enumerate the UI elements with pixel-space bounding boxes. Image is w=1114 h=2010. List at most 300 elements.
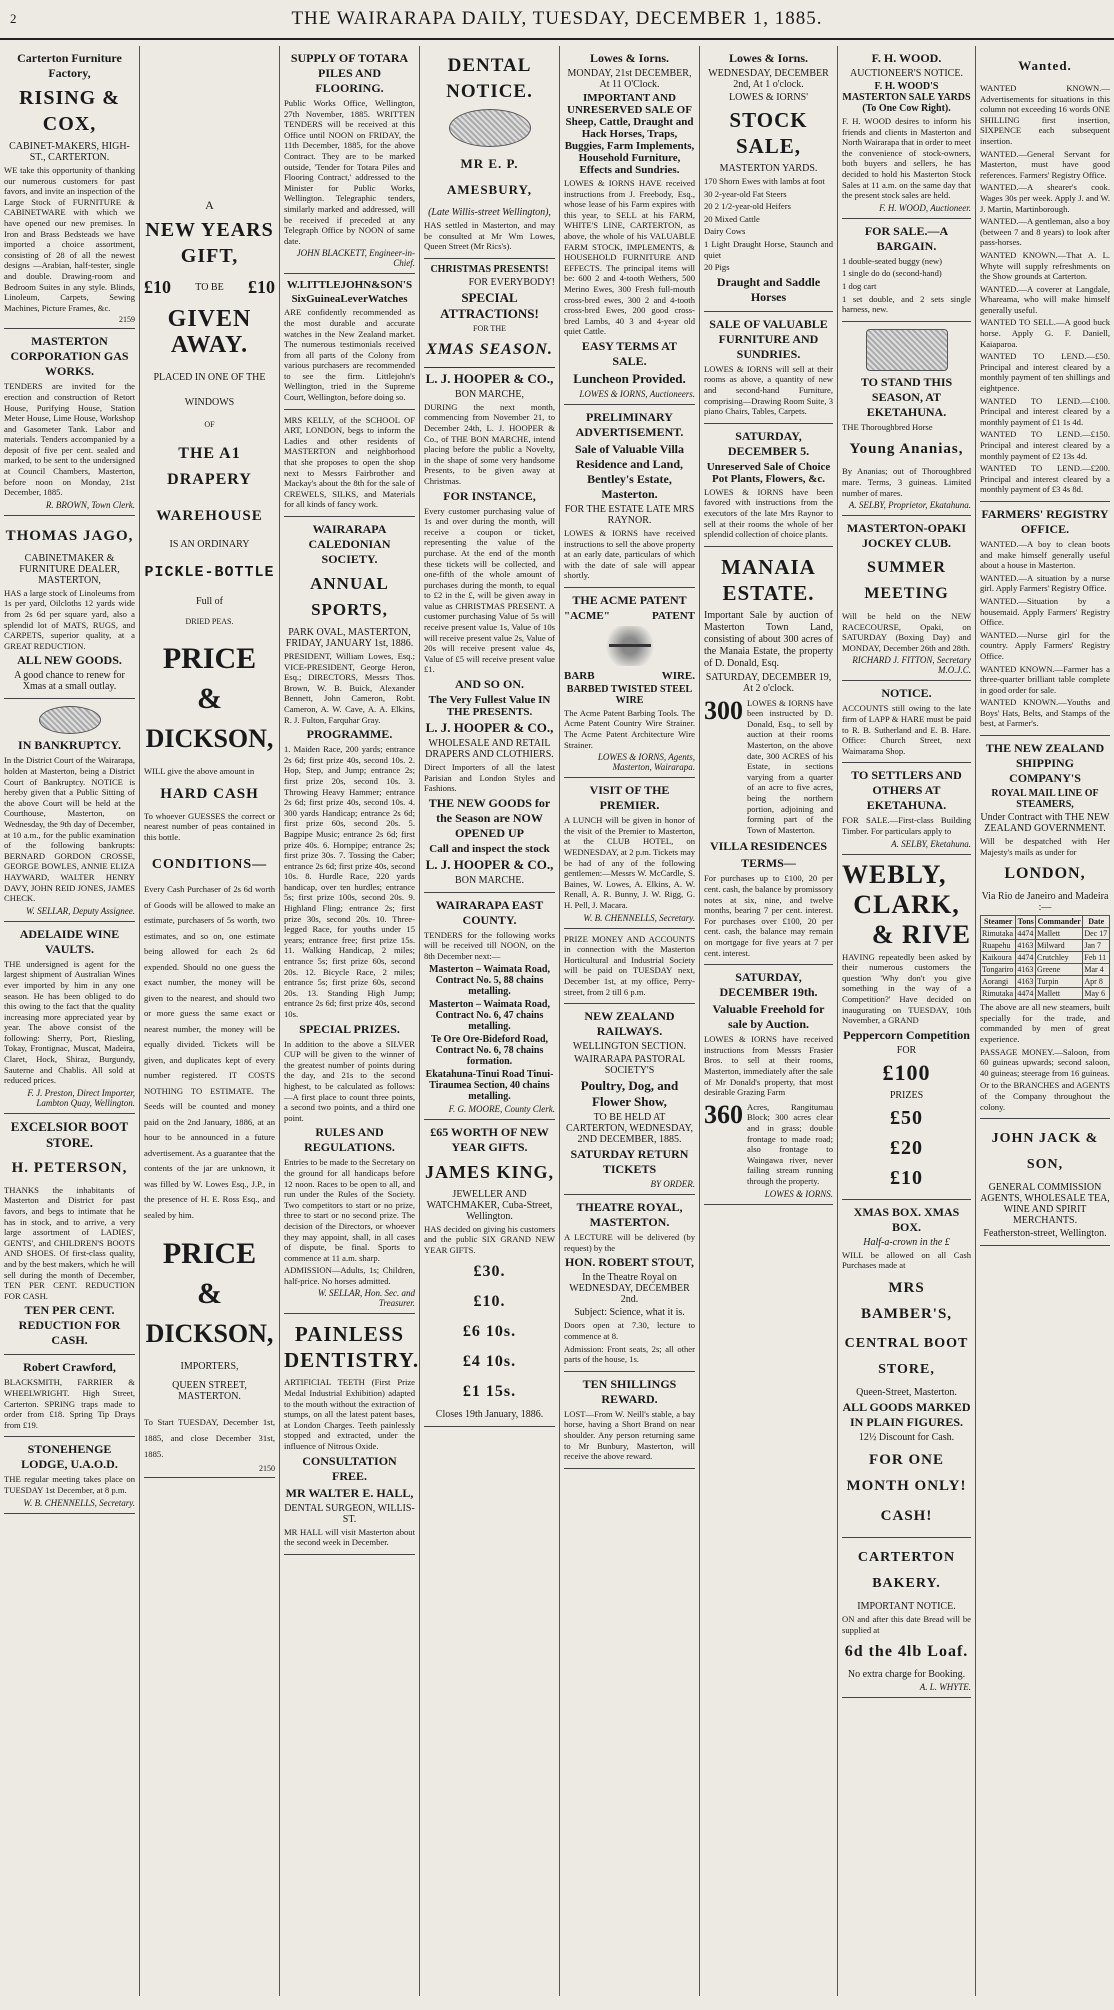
ad-mrs-kelly xyxy=(284,410,415,517)
ad-title: Valuable Freehold for sale by Auction. xyxy=(712,1002,825,1032)
bread-note: No extra charge for Booking. xyxy=(847,1669,966,1681)
ad-heading: THE ACME PATENT xyxy=(572,592,687,607)
ad-line: Full of xyxy=(196,596,223,607)
return-tickets: SATURDAY RETURN TICKETS xyxy=(570,1147,689,1177)
store-name: THE A1 DRAPERY xyxy=(167,445,252,488)
price-name: PRICE xyxy=(162,642,257,675)
wire-patent: PATENT xyxy=(652,609,695,622)
registry-ad: WANTED.—Situation by a housemaid. Apply Farmers' Registry Office. xyxy=(980,595,1110,628)
ad-line: FOR EVERYBODY! xyxy=(468,276,555,288)
ad-manaia xyxy=(704,547,833,965)
dentist-name: MR WALTER E. HALL, xyxy=(285,1485,414,1500)
barbed-wire-illustration xyxy=(595,626,665,666)
pickle-bottle: PICKLE-BOTTLE xyxy=(144,564,275,581)
wanted-ad: WANTED TO LEND.—£50. Principal and interest cleared by a monthly payment of ten shillings and eightpence. xyxy=(980,351,1110,394)
wanted-heading: Wanted. xyxy=(1018,58,1072,73)
ad-acme-wire xyxy=(564,588,695,778)
ad-subtitle: CABINETMAKER & FURNITURE DEALER, MASTERTON, xyxy=(19,552,120,586)
wanted-ad: WANTED TO SELL.—A good buck horse. Apply G. F. Daniell, Kaiaparoa. xyxy=(980,317,1110,349)
special-body: In addition to the above a SILVER CUP will be given to the winner of the greatest number of points during the day, and 21s to the second highest, to be calculated as follows:—A first place to count three points, a second two points, and a third one point. xyxy=(284,1038,415,1123)
one-month: FOR ONE MONTH ONLY! xyxy=(846,1451,967,1494)
terms-head: TERMS— xyxy=(741,856,796,871)
ad-railways xyxy=(564,1004,695,1195)
ad-title: Unreserved Sale of Choice Pot Plants, Flowers, &c. xyxy=(706,460,831,485)
ad-excelsior-boot xyxy=(4,1114,135,1356)
ad-signature: F. G. MOORE, County Clerk. xyxy=(448,1103,555,1114)
ship-table-row xyxy=(981,988,1110,1000)
admission: ADMISSION—Adults, 1s; Children, half-price. No horses admitted. xyxy=(284,1265,415,1286)
ad-highlight: GIVEN AWAY. xyxy=(167,306,252,358)
london: LONDON, xyxy=(1004,865,1086,883)
ad-title: PAINLESS DENTISTRY. xyxy=(284,1322,420,1373)
ad-pot-plants xyxy=(704,424,833,547)
ad-rising-cox xyxy=(4,46,135,329)
pep-prizes: PRIZES xyxy=(889,1089,924,1101)
ship-table-cell: Feb 11 xyxy=(1083,952,1110,964)
registry-list xyxy=(980,539,1110,729)
pastoral: WAIRARAPA PASTORAL SOCIETY'S xyxy=(573,1054,686,1077)
wire-barb: BARB xyxy=(564,669,595,682)
ad-body: LOWES & IORNS have been favored with instructions from the executors of the late Mrs Raynor to sell at their rooms the whole of her splendid collection of choice plants. xyxy=(704,486,833,540)
wanted-ad: WANTED TO LEND.—£100. Principal and interest cleared by a monthly payment of £1 1s 4d. xyxy=(980,395,1110,427)
ad-stock-sale xyxy=(704,46,833,312)
fullest-value: The Very Fullest Value IN THE PRESENTS. xyxy=(428,694,551,719)
discount: 12½ Discount for Cash. xyxy=(858,1431,955,1443)
special-heading: SPECIAL PRIZES. xyxy=(299,1021,400,1036)
masthead xyxy=(0,0,1114,40)
ad-caledonian xyxy=(284,517,415,1314)
ad-preliminary xyxy=(564,405,695,588)
ad-subheading: AUCTIONEER'S NOTICE. xyxy=(850,68,963,79)
wire-wire: WIRE. xyxy=(661,669,695,682)
wanted-ad: WANTED.—General Servant for Masterton, must have good references. Farmers' Registry Office. xyxy=(980,148,1110,180)
luncheon: Luncheon Provided. xyxy=(573,370,686,386)
show-body: TO BE HELD AT CARTERTON, WEDNESDAY, 2ND DECEMBER, 1885. xyxy=(565,1112,694,1146)
ad-lodge xyxy=(4,1437,135,1513)
conditions-body: Every Cash Purchaser of 2s 6d worth of Goods will be allowed to make an estimate, purchasers of 5s worth, two estimates, and so on, one estimate being allowed for each 2s 6d expended. Should no one guess the exact number, the money will be given to the nearest, and should two or more guess the same exact or nearest number, the money will be equally divided. Tickets will be given, and duplicates kept of every number registered. IT COSTS NOTHING TO ESTIMATE. The Seeds will be counted and money paid on the 2nd January, 1886, at an hour to be announced in a future advertisement. As a guarantee that the contents of the jar are unknown, it was filled by W. Lowes Esq., J.P., in the presence of H. E. Ross Esq., and sealed by him. xyxy=(144,884,275,1220)
amp-2: & xyxy=(197,1277,222,1311)
ad-signature: LOWES & IORNS, Agents, Masterton, Wairarapa. xyxy=(597,752,695,773)
webly-b: CLARK, xyxy=(853,889,960,919)
ad-subtitle: CABINET-MAKERS, HIGH-ST., CARTERTON. xyxy=(9,141,130,163)
queen-street: Queen-Street, Masterton. xyxy=(856,1386,957,1398)
consultation: CONSULTATION FREE. xyxy=(302,1453,397,1483)
ship-table-cell: Mar 4 xyxy=(1083,964,1110,976)
ad-title: JOHN JACK & SON, xyxy=(991,1131,1099,1173)
ad-subtitle: WELLINGTON SECTION. xyxy=(572,1041,687,1053)
column-4 xyxy=(420,46,560,1996)
ship-table-cell: Ruapehu xyxy=(981,940,1016,952)
ad-highlight: ALL NEW GOODS. xyxy=(17,653,122,668)
contract-item: Masterton – Waimata Road, Contract No. 5, 88 chains metalling. xyxy=(429,963,550,997)
ad-dental-notice xyxy=(424,46,555,259)
ad-heading: FOR SALE.—A BARGAIN. xyxy=(864,223,949,253)
ad-heading: TEN SHILLINGS REWARD. xyxy=(582,1376,677,1406)
registry-ad: WANTED.—Nurse girl for the country. Apply Farmers' Registry Office. xyxy=(980,629,1110,661)
ad-heading: Robert Crawford, xyxy=(23,1360,116,1375)
horse-name: Young Ananias, xyxy=(849,441,964,458)
by-order: BY ORDER. xyxy=(650,1179,695,1190)
ad-heading: W.LITTLEJOHN&SON'S xyxy=(286,279,413,292)
ad-crawford xyxy=(4,1355,135,1437)
ad-body: LOWES & IORNS HAVE received instructions from J. Freebody, Esq., whose lease of his Farm expires with this year, to SELL at his FARM, WHITE'S LINE, CARTERTON, as above, the whole of his VALUABLE FARM STOCK, IMPLEMENTS, & HOUSEHOLD FURNITURE AND EFFECTS. The principal items will be: 600 2 and 4-tooth Wethers, 500 Merino Ewes, 300 Fresh full-mouth cross-bred ewes, 300 2 and 4-tooth cross-bred Ewes, 200 good cross-bred Lambs, 40 3 and 4-year old quiet Cattle. xyxy=(564,178,695,337)
ad-subtitle: GENERAL COMMISSION AGENTS, WHOLESALE TEA, WINE AND SPIRIT MERCHANTS. xyxy=(980,1182,1110,1227)
ad-totara-piles xyxy=(284,46,415,274)
ad-line: FOR THE xyxy=(473,323,506,333)
horse-illustration xyxy=(866,329,948,371)
ad-body: Will be held on the NEW RACECOURSE, Opaki, on SATURDAY (Boxing Day) and MONDAY, December 26th and 28th. xyxy=(842,611,971,653)
hooper-name-3: L. J. HOOPER & CO., xyxy=(425,856,554,872)
ship-table-cell: Rimutaka xyxy=(981,928,1016,940)
stock-item: 20 Pigs xyxy=(704,262,730,273)
prize-2: £10. xyxy=(473,1293,506,1311)
ad-bakery xyxy=(842,1538,971,1698)
ship-table-row xyxy=(981,964,1110,976)
ad-heading: NOTICE. xyxy=(881,686,932,701)
ad-signature: W. B. CHENNELLS, Secretary. xyxy=(583,912,695,923)
registry-ad: WANTED.—A situation by a nurse girl. Apply Farmers' Registry Office. xyxy=(980,572,1110,594)
ad-body: HAS decided on giving his customers and the public SIX GRAND NEW YEAR GIFTS. xyxy=(424,1223,555,1255)
contract-item: Masterton – Waimata Road, Contract No. 6, 47 chains metalling. xyxy=(429,998,550,1032)
column-6 xyxy=(700,46,838,1996)
ship-mails: Will be despatched with Her Majesty's mails as under for xyxy=(980,836,1110,857)
ad-farmers-registry xyxy=(980,502,1110,736)
dentist-note: MR HALL will visit Masterton about the second week in December. xyxy=(284,1526,415,1548)
crest-illustration xyxy=(449,109,531,147)
terms-body: For purchases up to £100, 20 per cent. cash, the balance by promissory notes at six, nine, and twelve months, bearing 7 per cent. interest. For purchases over £100, 20 per cent. cash, the balance may remain on mortgage for five years at 7 per cent. interest. xyxy=(704,873,833,958)
ad-heading: STONEHENGE LODGE, U.A.O.D. xyxy=(21,1442,118,1472)
ad-line: WILL give the above amount in xyxy=(144,766,255,776)
ad-date: MONDAY, 21st DECEMBER, At 11 O'Clock. xyxy=(567,68,692,90)
peppercorn: Peppercorn Competition xyxy=(843,1027,970,1042)
bargain-item: 1 set double, and 2 sets single harness, new. xyxy=(842,293,971,315)
ad-gas-works xyxy=(4,329,135,516)
webly-a: WEBLY, xyxy=(842,859,947,889)
ad-heading: WAIRARAPA CALEDONIAN SOCIETY. xyxy=(308,522,391,566)
stout: HON. ROBERT STOUT, xyxy=(565,1255,694,1270)
stock-item: 30 2-year-old Fat Steers xyxy=(704,188,787,199)
ad-heading: TO STAND THIS SEASON, AT EKETAHUNA. xyxy=(860,374,953,419)
ad-title: STOCK SALE, xyxy=(729,108,808,158)
prize-3: £10 xyxy=(890,1166,923,1189)
rules-body: Entries to be made to the Secretary on the ground for all handicaps before 12 noon. Races to be open to all, and run under the Rules of the Society. Two competitors to start or no prize, three to start or no second prize. The decision of the Directors, or whoever they may appoint, shall, in all cases of dispute, be final. Sports to commence at 11 a.m. sharp. xyxy=(284,1157,416,1263)
ad-bargain xyxy=(842,219,971,322)
newspaper-title: THE WAIRARAPA DAILY, TUESDAY, DECEMBER 1, 1885. xyxy=(291,8,823,29)
column-1 xyxy=(0,46,140,1996)
via: Via Rio de Janeiro and Madeira :— xyxy=(981,891,1109,914)
ship-table-cell: Jan 7 xyxy=(1083,940,1110,952)
ad-body: HAVING repeatedly been asked by their numerous customers the question 'Why don't you give something in the way of a Competition?' Have decided on inaugurating on TUESDAY, 10th November, a GRAND xyxy=(842,951,971,1026)
ad-body: HAS settled in Masterton, and may be consulted at Mr Wm Lowes, Queen Street (Mr Rics's). xyxy=(424,220,555,252)
start-note: To Start TUESDAY, December 1st, 1885, and close December 31st, 1885. xyxy=(144,1417,275,1460)
ad-heading: Carterton Furniture Factory, xyxy=(17,51,122,80)
ad-body: TENDERS are invited for the erection and construction of Retort House, Purifying House, Station Meter House, Lime House, Workshop and Gasometer Tank. Labor and materials. Tenders accompanied by a deposit of five per cent. sealed and marked, to be sent to the undersigned at Council Chambers, Masterton, before noon on Monday, 21st December, 1885. xyxy=(4,381,135,498)
ad-wood-auction xyxy=(842,46,971,219)
ad-wanted-section xyxy=(980,46,1110,502)
ad-title: SUMMER MEETING xyxy=(864,559,949,603)
instance-heading: FOR INSTANCE, xyxy=(443,488,536,503)
ad-body: LOWES & IORNS will sell at their rooms as above, a quantity of new and second-hand Furniture, comprising—Drawing Room Suite, 3 piano Chairs, Tables, Carpets. xyxy=(704,363,833,417)
ship-table-cell: Kaikoura xyxy=(981,952,1016,964)
ad-signature: LOWES & IORNS, Auctioneers. xyxy=(579,388,695,399)
ad-body: THANKS the inhabitants of Masterton and District for past favors, and begs to intimate that he has in stock, and to arrive, a very large assortment of LADIES', GENTS', and CHILDREN'S BOOTS AND SHOES. Of first-class quality, and by the best makers, which he will sell during the month of December, TEN PER CENT. REDUCTION FOR CASH. xyxy=(4,1184,135,1301)
ad-line: LOWES & IORNS' xyxy=(728,92,809,103)
freehold-row xyxy=(704,1100,833,1189)
price-name-2: PRICE xyxy=(162,1237,257,1271)
ad-wairarapa-east xyxy=(424,893,555,1120)
stock-item: 20 2 1/2-year-old Heifers xyxy=(704,201,791,212)
hooper-name-2: L. J. HOOPER & CO., xyxy=(425,720,554,736)
ad-subtitle: PARK OVAL, MASTERTON, FRIDAY, JANUARY 1st, 1886. xyxy=(285,627,414,649)
ship-table-cell: Greene xyxy=(1036,964,1083,976)
wanted-list xyxy=(980,83,1110,495)
ship-table-cell: Turpin xyxy=(1036,976,1083,988)
ad-freehold xyxy=(704,965,833,1205)
ad-notice xyxy=(842,681,971,763)
amount-left: £10 xyxy=(144,277,171,297)
ad-heading: EXCELSIOR BOOT STORE. xyxy=(10,1118,129,1150)
ad-heading: SATURDAY, DECEMBER 5. xyxy=(727,428,810,458)
ad-body: ARTIFICIAL TEETH (First Prize Medal Industrial Exhibition) adapted to the mouth without the extraction of stumps, on all the latest patent bases, at London Charges. Teeth painlessly stopped and extracted, under the influence of Nitrous Oxide. xyxy=(284,1377,415,1452)
stock-item: Dairy Cows xyxy=(704,226,746,237)
amount-to-be: TO BE xyxy=(195,282,224,293)
ad-xmas-box xyxy=(842,1200,971,1538)
ship-contract: Under Contract with THE NEW ZEALAND GOVERNMENT. xyxy=(980,812,1110,835)
ad-settlers xyxy=(842,763,971,854)
hooper-bon: BON MARCHE, xyxy=(455,388,524,400)
ad-body: WILL be allowed on all Cash Purchases made at xyxy=(842,1249,971,1271)
crest-illustration xyxy=(39,706,101,734)
ad-heading: VISIT OF THE PREMIER. xyxy=(589,783,670,813)
ad-body: ON and after this date Bread will be supplied at xyxy=(842,1613,971,1635)
ad-james-king xyxy=(424,1120,555,1428)
ad-body: In the District Court of the Wairarapa, holden at Masterton, being a District Court of Bankruptcy. NOTICE is hereby given that a Public Sitting of the above Court will be held at the Courthouse, Masterton, on Wednesday, the 9th day of December, at 10 a.m., for the public examination of the following bankrupts: BERNARD GORDON CROSSE, GEORGE BOWLES, ANNIE ELIZA HAYWARD, WALTER HENRY DAVY, JOHN REID JONES, JAMES CHECK. xyxy=(4,755,135,904)
ad-heading: NEW ZEALAND RAILWAYS. xyxy=(584,1009,675,1039)
ship-table-header-cell: Tons xyxy=(1017,917,1034,927)
wanted-ad: WANTED TO LEND.—£200. Principal and interest cleared by a monthly payment of £3 4s 8d. xyxy=(980,463,1110,495)
ship-table xyxy=(980,915,1110,1000)
stock-list xyxy=(704,176,833,273)
ad-body: ARE confidently recommended as the most durable and accurate watches in the New Zealand market. The numerous testimonials received from all parts of the Colony from various purchasers are recommended to see the firm. Littlejohn's Wellington, tried in the Supreme Court, Wellington, before doing so. xyxy=(284,307,415,403)
manaia-300: 300 xyxy=(704,695,743,725)
ad-heading: MASTERTON-OPAKI JOCKEY CLUB. xyxy=(846,521,967,551)
wire-desc: BARBED TWISTED STEEL WIRE xyxy=(566,683,693,706)
prize-1: £50 xyxy=(890,1106,923,1129)
ad-title: Sale of Valuable Villa Residence and Land, Bentley's Estate, Masterton. xyxy=(574,441,685,501)
stock-item: 1 Light Draught Horse, Staunch and quiet xyxy=(704,238,833,260)
hooper-bon-3: BON MARCHE. xyxy=(455,874,524,886)
manaia-row xyxy=(704,696,833,838)
ad-signature: R. BROWN, Town Clerk. xyxy=(45,499,135,510)
prize-4: £4 10s. xyxy=(462,1353,517,1371)
jeweller-sub: JEWELLER AND WATCHMAKER, Cuba-Street, Wellington. xyxy=(426,1188,553,1222)
dickson-name-2: DICKSON, xyxy=(145,1319,274,1349)
pep-amount: £100 xyxy=(882,1059,931,1085)
contract-item: Ekatahuna-Tinui Road Tinui-Tiraumea Section, 40 chains metalling. xyxy=(425,1068,554,1102)
ad-subtitle: Half-a-crown in the £ xyxy=(863,1236,950,1248)
bargain-item: 1 single do do (second-hand) xyxy=(842,268,942,279)
agents: Or to the BRANCHES and AGENTS of the Company throughout the colony. xyxy=(980,1080,1110,1112)
poultry: Poultry, Dog, and Flower Show, xyxy=(580,1078,679,1110)
ad-title: XMAS SEASON. xyxy=(426,340,553,358)
ship-table-cell: Dec 17 xyxy=(1083,928,1110,940)
wanted-ad: WANTED.—A shearer's cook. Wages 30s per week. Apply J. and W. J. Martin, Martinborough. xyxy=(980,182,1110,214)
ad-heading: IN BANKRUPTCY. xyxy=(18,738,121,753)
inspect-stock: Call and inspect the stock xyxy=(429,842,550,855)
prize-3: £6 10s. xyxy=(462,1323,517,1341)
ad-signature: F. H. WOOD, Auctioneer. xyxy=(879,202,971,213)
amp: & xyxy=(197,682,222,715)
ad-reward xyxy=(564,1372,695,1469)
freehold-360: 360 xyxy=(704,1099,743,1129)
registry-ad: WANTED KNOWN.—Youths and Boys' Hats, Belts, and Stamps of the best, at Farmer's. xyxy=(980,697,1110,729)
ad-heading: ADELAIDE WINE VAULTS. xyxy=(19,926,120,956)
ad-heading: THE NEW ZEALAND SHIPPING COMPANY'S xyxy=(985,741,1105,786)
ship-table-cell: Mallett xyxy=(1036,928,1083,940)
ship-table-cell: Milward xyxy=(1036,940,1083,952)
hard-cash: HARD CASH xyxy=(160,785,259,802)
amount-right: £10 xyxy=(248,277,275,297)
ad-title: RISING & COX, xyxy=(19,87,120,135)
closes: Closes 19th January, 1886. xyxy=(435,1409,544,1421)
lecture-when: In the Theatre Royal on WEDNESDAY, DECEMBER 2nd. xyxy=(569,1272,690,1306)
prize-5: £1 15s. xyxy=(462,1383,517,1401)
ship-table-cell: 4474 xyxy=(1016,988,1036,1000)
ad-heading: FARMERS' REGISTRY OFFICE. xyxy=(981,506,1109,536)
ad-body: LOWES & IORNS have received instructions to sell the above property at an early date, particulars of which with the date of sale will appear shortly. xyxy=(564,527,695,581)
ship-table-cell: Crutchley xyxy=(1036,952,1083,964)
ship-table-cell: Aorangi xyxy=(981,976,1016,988)
ship-table-cell: 4163 xyxy=(1016,976,1036,988)
ad-title: H. PETERSON, xyxy=(11,1159,128,1176)
ad-body: LOWES & IORNS have received instructions from Messrs Frasier Bros. to sell at their rooms, Masterton, immediately after the sale of Mr Donald's property, that most desirable Grazing Farm xyxy=(704,1034,833,1098)
ad-heading: Lowes & Iorns. xyxy=(589,51,669,65)
ship-table-cell: 4474 xyxy=(1016,952,1036,964)
ad-body: THE Thoroughbred Horse xyxy=(842,421,933,432)
ad-body: LOST—From W. Neill's stable, a bay horse, having a Short Brand on near shoulder. Any person returning same to Mr Bunbury, Masterton, will receive the above reward. xyxy=(564,1408,695,1462)
ad-title: IMPORTANT AND UNRESERVED SALE OF Sheep, Cattle, Draught and Hack Horses, Traps, Buggies, Farm Implements, Household Furniture, Effects and Sundries. xyxy=(564,92,695,176)
ad-furniture-sale xyxy=(704,312,833,424)
instance-body: Every customer purchasing value of 1s and over during the month, will receive a coupon or ticket, representing the value of the purchase. At the end of the month these tickets will be collected, and one-fifth of the whole amount of purchases during the month, to equal to £2 in the £, will be given away in value as CHRISTMAS PRESENT. A customer purchasing Value of 5s will receive present value 1s, Value of 10s will receive present value 2s, Value of 20s will receive present value 4s, Value of £5 will receive present value £1. xyxy=(424,505,555,675)
ad-title: F. H. WOOD'S MASTERTON SALE YARDS (To One Cow Right). xyxy=(842,81,971,114)
ship-table-cell: Tongariro xyxy=(981,964,1016,976)
ad-body: F. H. WOOD desires to inform his friends and clients in Masterton and North Wairarapa that in order to meet the convenience of stock-owners, both buyers and sellers, he has decided to hold his Masterton Stock Sales at 11 a.m. on the same day that the present stock sales are held. xyxy=(842,116,971,201)
ad-body: A LUNCH will be given in honor of the visit of the Premier to Masterton, at the CLUB HOTEL, on WEDNESDAY, at 2 p.m. Tickets may be had of any of the following gentlemen:—Messrs W. McCardle, S. Baines, W. Lowes, A. Elkins, A. W. Renall, A. R. Bunny, J. W. Rigg, G. H. Pell, J. Macara. xyxy=(564,815,695,910)
hooper-body-2: Direct Importers of all the latest Parisian and London Styles and Fashions. xyxy=(424,762,555,794)
hooper-sub-2: WHOLESALE AND RETAIL DRAPERS AND CLOTHIERS. xyxy=(425,738,554,761)
new-goods: THE NEW GOODS for the Season are NOW OPENED UP xyxy=(428,795,551,840)
ad-thomas-jago xyxy=(4,516,135,700)
ad-date: SATURDAY, DECEMBER 19, At 2 o'clock. xyxy=(705,671,832,694)
ad-webly-clark xyxy=(842,855,971,1200)
column-7 xyxy=(838,46,976,1996)
ad-heading: MASTERTON CORPORATION GAS WORKS. xyxy=(10,334,129,379)
ad-highlight: TEN PER CENT. REDUCTION FOR CASH. xyxy=(18,1303,121,1348)
ad-signature: W. B. CHENNELLS, Secretary. xyxy=(23,1497,135,1508)
ship-body: The above are all new steamers, built specially for the trade, and commanded by men of great experience. xyxy=(980,1002,1110,1045)
bargain-item: 1 dog cart xyxy=(842,280,877,291)
ad-heading: THEATRE ROYAL, MASTERTON. xyxy=(576,1200,683,1230)
ad-theatre xyxy=(564,1195,695,1372)
contract-item: Te Ore Ore-Bideford Road, Contract No. 6, 78 chains formation. xyxy=(430,1033,549,1067)
bread-price: 6d the 4lb Loaf. xyxy=(844,1643,969,1661)
ad-heading: PRELIMINARY ADVERTISEMENT. xyxy=(575,409,684,439)
ad-address: Featherston-street, Wellington. xyxy=(983,1228,1107,1240)
central-boot: CENTRAL BOOT STORE, xyxy=(844,1335,969,1377)
ship-table-header-cell: Steamer xyxy=(981,916,1016,928)
wanted-ad: WANTED.—A gentleman, also a boy (between 7 and 8 years) to look after pass-horses. xyxy=(980,216,1110,248)
ad-signature: LOWES & IORNS. xyxy=(764,1189,833,1200)
rules-heading: RULES AND REGULATIONS. xyxy=(304,1125,395,1155)
ad-painless-dentistry xyxy=(284,1314,420,1554)
ad-heading: XMAS BOX. XMAS BOX. xyxy=(853,1204,960,1234)
ship-table-cell: Rimutaka xyxy=(981,988,1016,1000)
ad-prize-money xyxy=(564,929,695,1005)
ad-littlejohn xyxy=(284,274,415,409)
column-8 xyxy=(976,46,1114,1996)
ad-heading: F. H. WOOD. xyxy=(871,51,942,65)
ship-table-row xyxy=(981,928,1110,940)
conditions-heading: CONDITIONS— xyxy=(151,857,268,873)
ad-body: MRS KELLY, of the SCHOOL OF ART, LONDON, begs to inform the Ladies and other residents of MASTERTON and neighborhood that she proposes to open the shop next to Messrs Fairbrother and Mackay's about the 8th for the sale of CREWELS, SILKS, and Materials for all kinds of fancy work. xyxy=(284,414,415,510)
ad-number: 2150 xyxy=(259,1464,275,1474)
ad-signature: A. SELBY, Proprietor, Ekatahuna. xyxy=(848,500,971,511)
column-2 xyxy=(140,46,280,1996)
manaia-text: LOWES & IORNS have been instructed by D. Donald, Esq., to sell by auction at their rooms Masterton, on the above date, 300 ACRES of his Estate, in sections varying from a quarter of an acre to five acres, being the northern portion, adjoining and forming part of the Town of Masterton. xyxy=(747,697,833,835)
ad-body: DURING the next month, commencing from November 21, to December 24th, L. J. HOOPER & Co., of THE BON MARCHE, intend placing before the public a Novelty, in the shape of some very handsome Presents, to be given away at Christmas. xyxy=(424,401,555,486)
wanted-ad: WANTED TO LEND.—£150. Principal and interest cleared by a monthly payment of £2 13s 4d. xyxy=(980,429,1110,461)
bamber: MRS BAMBER'S, xyxy=(860,1279,953,1322)
horse-desc: By Ananias; out of Thoroughbred mare. Terms, 3 guineas. Limited number of mares. xyxy=(842,466,971,498)
ad-line: IS AN ORDINARY xyxy=(169,539,250,550)
ad-body: HAS a large stock of Linoleums from 1s per yard, Oilcloths 12 yards wide from 2s 6d per square yard, also a splendid lot of MATS, RUGS, and CARPETS, superior quality, at a GREAT REDUCTION. xyxy=(4,587,135,651)
registry-ad: WANTED.—A boy to clean boots and make himself generally useful about a house in Masterton. xyxy=(980,538,1110,571)
ad-title: NEW YEARS GIFT, xyxy=(145,219,274,267)
new-year-gifts: £65 WORTH OF NEW YEAR GIFTS. xyxy=(430,1124,549,1154)
ad-body: TENDERS for the following works will be received till NOON, on the 8th December next:— xyxy=(424,929,555,961)
dentist-name: MR E. P. AMESBURY, xyxy=(447,156,532,197)
ad-title: DENTAL NOTICE. xyxy=(446,55,533,102)
ad-line: WINDOWS xyxy=(184,397,235,408)
ad-heading: SUPPLY OF TOTARA PILES AND FLOORING. xyxy=(290,51,409,95)
ad-body: The Acme Patent Barbing Tools. The Acme Patent Country Wire Strainer. The Acme Patent Architecture Wire Strainer. xyxy=(564,707,695,750)
ad-subtitle: Important Sale by auction of Masterton Town Land, consisting of about 300 acres of the Manaia Estate, the property of D. Donald, Esq. xyxy=(704,609,833,669)
ad-body: Public Works Office, Wellington, 27th November, 1885. WRITTEN TENDERS will be received at this Office until NOON on FRIDAY, the 11th December, 1885, for the above Contract. They are to be marked outside, 'Tender for Totara Piles and Flooring Contract,' addressed to the Minister for Public Works, Wellington. Telegraphic tenders, similarly marked and addressed, will be received if preceded at any Telegraph Office by NOON of same date. xyxy=(284,98,415,246)
ad-body: To whoever GUESSES the correct or nearest number of peas contained in this bottle. xyxy=(144,810,275,842)
programme-body: 1. Maiden Race, 200 yards; entrance 2s 6d; first prize 40s, second 10s. 2. Hop, Step, and Jump; entrance 2s; first prize 20s, second 10s. 3. Throwing Heavy Hammer; entrance 2s 6d; first prize 40s, second 10s. 4. 300 yards Handicap; entrance 2s 6d; first prize 60s, second 20s. 5. Bagpipe Music; entrance 2s 6d; first prize 40s. 6. Hornpipe; entrance 2s; first prize 30s. 7. Tossing the Caber; entrance 2s 6d; first prize 40s, second 10s. 8. Hurdle Race, 220 yards handicap, over ten hurdles; entrance 5s; first prize 100s, second 20s. 9. Highland Fling; entrance 2s; first prize 30s, second 20s. 10. Three-legged Race, for youths under 15 years; entrance free; first prize 15s. 11. Walking Handicap, 2 miles; entrance 5s; first prize 60s, second 20s. 12. Bicycle Race, 2 miles; entrance 5s; first prize 60s, second 20s. 13. Standing High Jump; entrance 2s 6d; first prize 40s, second 10s. xyxy=(284,744,415,1019)
stock-item: 20 Mixed Cattle xyxy=(704,213,760,224)
ad-body: FOR SALE.—First-class Building Timber. For particulars apply to xyxy=(842,815,971,837)
ship-table-header-cell: Commander xyxy=(1036,916,1083,928)
ad-heading: CARTERTON BAKERY. xyxy=(857,1549,956,1591)
ad-subtitle: FOR THE ESTATE LATE MRS RAYNOR. xyxy=(564,503,695,526)
ad-jockey-club xyxy=(842,516,971,681)
bargain-list xyxy=(842,256,971,315)
ad-body: ACCOUNTS still owing to the late firm of LAPP & HARE must be paid to R. B. Sutherland and E. B. Hare. Office: Church Street, next Waimarama Shop. xyxy=(842,703,971,756)
column-3 xyxy=(280,46,420,1996)
ad-date: SATURDAY, DECEMBER 19th. xyxy=(719,970,818,1000)
ship-table-cell: May 6 xyxy=(1083,988,1110,1000)
ship-table-cell: 4163 xyxy=(1016,964,1036,976)
ad-signature: RICHARD J. FITTON, Secretary M.O.J.C. xyxy=(852,655,971,676)
programme-heading: PROGRAMME. xyxy=(306,727,393,742)
ship-table-cell: 4163 xyxy=(1016,940,1036,952)
ad-new-years-gift xyxy=(144,46,275,1478)
prize-1: £30. xyxy=(473,1263,506,1281)
hooper-name: L. J. HOOPER & CO., xyxy=(425,370,554,386)
ad-title: ANNUAL SPORTS, xyxy=(310,574,389,619)
stock-item: 170 Shorn Ewes with lambs at foot xyxy=(704,176,825,186)
